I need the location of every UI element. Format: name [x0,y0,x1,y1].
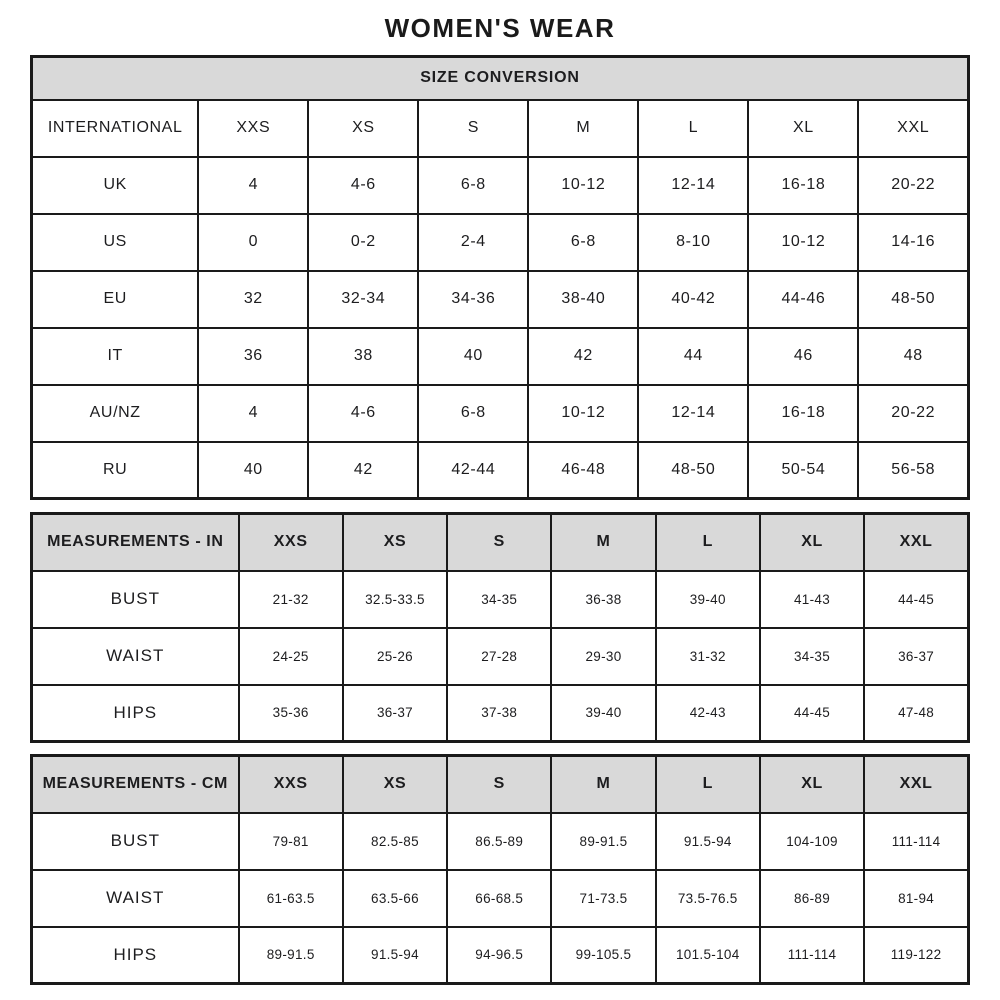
table-cell: 73.5-76.5 [656,870,760,927]
table-cell: 12-14 [638,157,748,214]
table-cell: 86.5-89 [447,813,551,870]
table-row [32,442,969,499]
table-cell: 46 [748,328,858,385]
table-cell: 14-16 [858,214,968,271]
column-header: XL [748,100,858,157]
column-header: XL [760,756,864,813]
table-cell: 42-44 [418,442,528,499]
column-header: INTERNATIONAL [32,100,199,157]
column-header: M [528,100,638,157]
column-header: XL [760,514,864,571]
table-cell: 32 [198,271,308,328]
size-chart-page [30,0,970,985]
measurements-in-body [32,514,969,742]
table-cell: 10-12 [748,214,858,271]
column-header: L [656,514,760,571]
table-cell: 48-50 [638,442,748,499]
column-header: L [638,100,748,157]
table-cell: 35-36 [239,685,343,742]
table-row [32,571,969,628]
table-cell: 104-109 [760,813,864,870]
table-cell: 16-18 [748,385,858,442]
column-header: MEASUREMENTS - CM [32,756,239,813]
table-cell: 50-54 [748,442,858,499]
column-header-row [32,100,969,157]
column-header: S [418,100,528,157]
table-cell: 34-35 [447,571,551,628]
table-cell: 34-35 [760,628,864,685]
table-cell: 48 [858,328,968,385]
table-cell: 25-26 [343,628,447,685]
row-label: HIPS [32,927,239,984]
table-cell: 81-94 [864,870,968,927]
table-cell: 36 [198,328,308,385]
table-row [32,813,969,870]
column-header: L [656,756,760,813]
table-cell: 42-43 [656,685,760,742]
table-gap [30,743,970,754]
row-label: HIPS [32,685,239,742]
table-cell: 37-38 [447,685,551,742]
table-cell: 16-18 [748,157,858,214]
table-cell: 27-28 [447,628,551,685]
column-header: XXS [239,756,343,813]
table-cell: 63.5-66 [343,870,447,927]
row-label: US [32,214,199,271]
table-cell: 6-8 [528,214,638,271]
table-cell: 119-122 [864,927,968,984]
row-label: BUST [32,571,239,628]
column-header-row [32,514,969,571]
measurements-in-table [30,512,970,743]
table-cell: 42 [308,442,418,499]
table-cell: 38-40 [528,271,638,328]
row-label: WAIST [32,628,239,685]
table-row [32,685,969,742]
measurements-cm-table [30,754,970,985]
column-header: XS [343,756,447,813]
table-cell: 91.5-94 [656,813,760,870]
table-row [32,157,969,214]
column-header: S [447,514,551,571]
table-row [32,328,969,385]
column-header: XXL [864,514,968,571]
table-cell: 29-30 [551,628,655,685]
table-cell: 44-45 [760,685,864,742]
table-cell: 21-32 [239,571,343,628]
column-header: XXS [239,514,343,571]
table-row [32,927,969,984]
table-cell: 41-43 [760,571,864,628]
table-cell: 0 [198,214,308,271]
size-conversion-body [32,57,969,499]
table-cell: 20-22 [858,157,968,214]
table-cell: 47-48 [864,685,968,742]
table-cell: 71-73.5 [551,870,655,927]
table-cell: 36-37 [864,628,968,685]
table-row [32,214,969,271]
table-cell: 111-114 [864,813,968,870]
table-cell: 40-42 [638,271,748,328]
table-cell: 56-58 [858,442,968,499]
column-header: XXL [864,756,968,813]
page-title: WOMEN'S WEAR [384,13,616,43]
table-cell: 111-114 [760,927,864,984]
table-row [32,870,969,927]
table-cell: 89-91.5 [551,813,655,870]
table-title: SIZE CONVERSION [32,57,969,100]
table-cell: 4-6 [308,385,418,442]
table-cell: 36-38 [551,571,655,628]
table-cell: 36-37 [343,685,447,742]
table-cell: 94-96.5 [447,927,551,984]
table-cell: 101.5-104 [656,927,760,984]
table-cell: 4-6 [308,157,418,214]
table-cell: 10-12 [528,157,638,214]
table-cell: 40 [418,328,528,385]
column-header: XXL [858,100,968,157]
row-label: EU [32,271,199,328]
table-cell: 10-12 [528,385,638,442]
size-conversion-table [30,55,970,500]
table-cell: 6-8 [418,385,528,442]
measurements-cm-body [32,756,969,984]
table-cell: 82.5-85 [343,813,447,870]
table-cell: 24-25 [239,628,343,685]
table-cell: 39-40 [551,685,655,742]
row-label: WAIST [32,870,239,927]
table-cell: 89-91.5 [239,927,343,984]
table-cell: 40 [198,442,308,499]
table-cell: 46-48 [528,442,638,499]
table-row [32,385,969,442]
table-row [32,628,969,685]
column-header: XXS [198,100,308,157]
table-cell: 91.5-94 [343,927,447,984]
column-header: XS [308,100,418,157]
row-label: RU [32,442,199,499]
table-cell: 4 [198,385,308,442]
table-cell: 8-10 [638,214,748,271]
table-cell: 42 [528,328,638,385]
table-cell: 34-36 [418,271,528,328]
table-cell: 61-63.5 [239,870,343,927]
column-header: M [551,756,655,813]
table-cell: 4 [198,157,308,214]
row-label: IT [32,328,199,385]
table-cell: 39-40 [656,571,760,628]
table-gap [30,500,970,512]
table-cell: 20-22 [858,385,968,442]
row-label: AU/NZ [32,385,199,442]
column-header: XS [343,514,447,571]
column-header: MEASUREMENTS - IN [32,514,239,571]
table-cell: 99-105.5 [551,927,655,984]
table-cell: 32-34 [308,271,418,328]
column-header: M [551,514,655,571]
table-cell: 2-4 [418,214,528,271]
table-cell: 6-8 [418,157,528,214]
row-label: UK [32,157,199,214]
table-cell: 0-2 [308,214,418,271]
row-label: BUST [32,813,239,870]
table-row [32,271,969,328]
table-cell: 48-50 [858,271,968,328]
table-banner-row [32,57,969,100]
table-cell: 12-14 [638,385,748,442]
table-cell: 38 [308,328,418,385]
table-cell: 86-89 [760,870,864,927]
table-cell: 44 [638,328,748,385]
column-header-row [32,756,969,813]
column-header: S [447,756,551,813]
table-cell: 44-45 [864,571,968,628]
table-cell: 32.5-33.5 [343,571,447,628]
table-cell: 79-81 [239,813,343,870]
table-cell: 66-68.5 [447,870,551,927]
table-cell: 31-32 [656,628,760,685]
table-cell: 44-46 [748,271,858,328]
